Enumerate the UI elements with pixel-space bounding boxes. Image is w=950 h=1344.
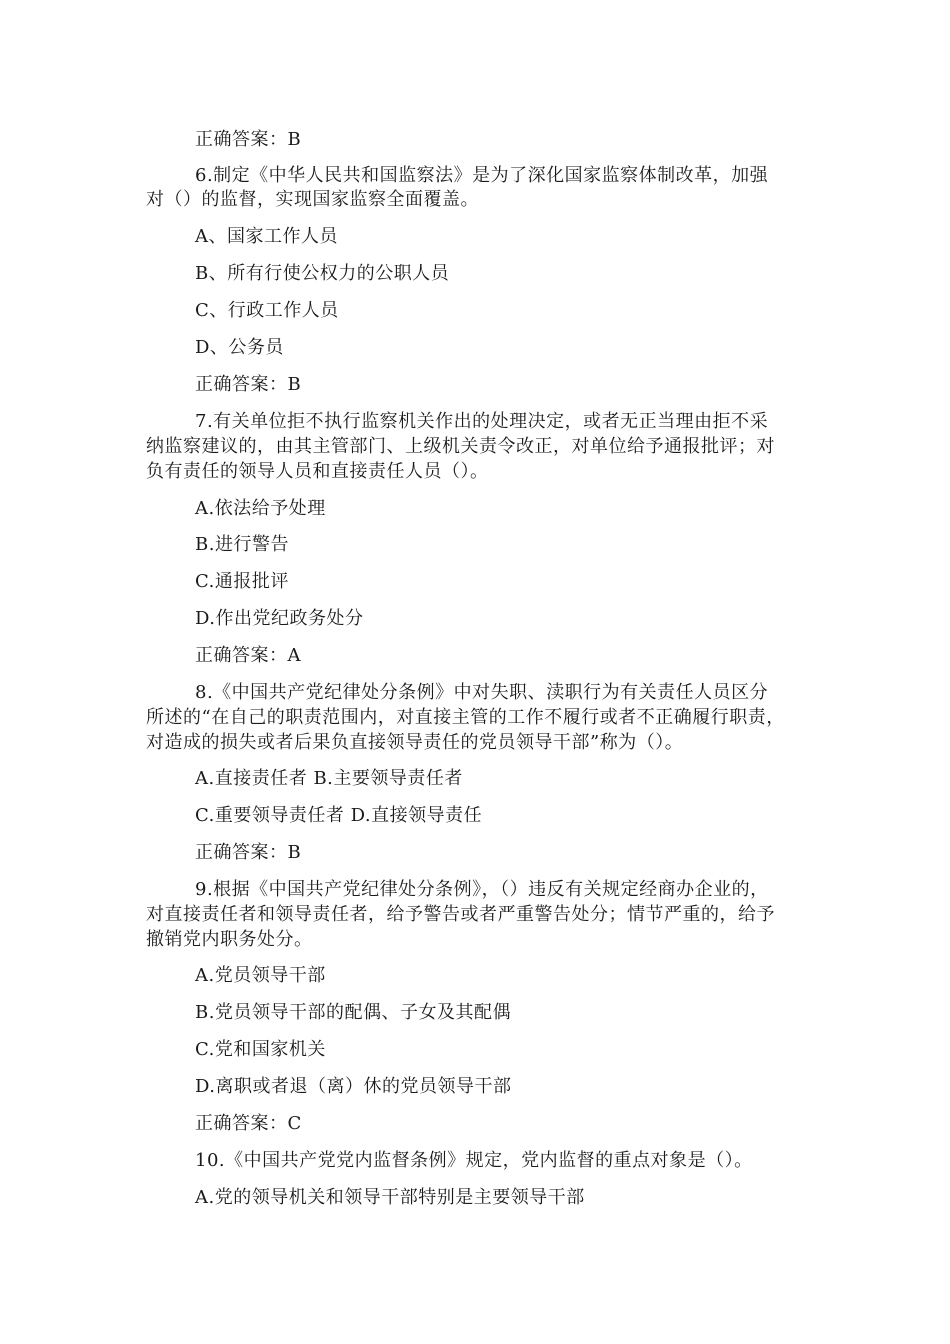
q6-answer: 正确答案：B [195,374,302,395]
q10-stem-line1: 10.《中国共产党党内监督条例》规定，党内监督的重点对象是（）。 [195,1150,753,1171]
q6-option-a: A、国家工作人员 [195,226,338,247]
q7-stem-line2: 纳监察建议的，由其主管部门、上级机关责令改正，对单位给予通报批评；对 [146,436,775,457]
q6-stem-line1: 6.制定《中华人民共和国监察法》是为了深化国家监察体制改革，加强 [195,165,769,186]
q8-stem-line2: 所述的“在自己的职责范围内，对直接主管的工作不履行或者不正确履行职责， [146,707,785,728]
q9-option-b: B.党员领导干部的配偶、子女及其配偶 [195,1002,511,1023]
q9-stem-line1: 9.根据《中国共产党纪律处分条例》，（）违反有关规定经商办企业的， [195,879,769,900]
q7-stem-line1: 7.有关单位拒不执行监察机关作出的处理决定，或者无正当理由拒不采 [195,411,769,432]
q7-option-a: A.依法给予处理 [195,498,326,519]
q9-answer: 正确答案：C [195,1113,302,1134]
q8-stem-line3: 对造成的损失或者后果负直接领导责任的党员领导干部”称为（）。 [146,732,684,753]
q9-stem-line2: 对直接责任者和领导责任者，给予警告或者严重警告处分；情节严重的，给予 [146,904,775,925]
q8-option-ab: A.直接责任者 B.主要领导责任者 [195,768,463,789]
q8-answer: 正确答案：B [195,842,302,863]
q9-stem-line3: 撤销党内职务处分。 [146,929,313,950]
q9-option-a: A.党员领导干部 [195,965,326,986]
q6-option-c: C、行政工作人员 [195,300,339,321]
q7-answer: 正确答案：A [195,645,301,666]
q6-option-d: D、公务员 [195,337,284,358]
q7-option-c: C.通报批评 [195,571,289,592]
q7-stem-line3: 负有责任的领导人员和直接责任人员（）。 [146,461,489,482]
q8-stem-line1: 8.《中国共产党纪律处分条例》中对失职、渎职行为有关责任人员区分 [195,682,769,703]
q6-option-b: B、所有行使公权力的公职人员 [195,263,450,284]
q9-option-c: C.党和国家机关 [195,1039,326,1060]
q7-option-d: D.作出党纪政务处分 [195,608,364,629]
q5-answer: 正确答案：B [195,129,302,150]
q10-option-a: A.党的领导机关和领导干部特别是主要领导干部 [195,1187,585,1208]
q9-option-d: D.离职或者退（离）休的党员领导干部 [195,1076,512,1097]
q6-stem-line2: 对（）的监督，实现国家监察全面覆盖。 [146,189,479,210]
q8-option-cd: C.重要领导责任者 D.直接领导责任 [195,805,483,826]
q7-option-b: B.进行警告 [195,534,289,555]
